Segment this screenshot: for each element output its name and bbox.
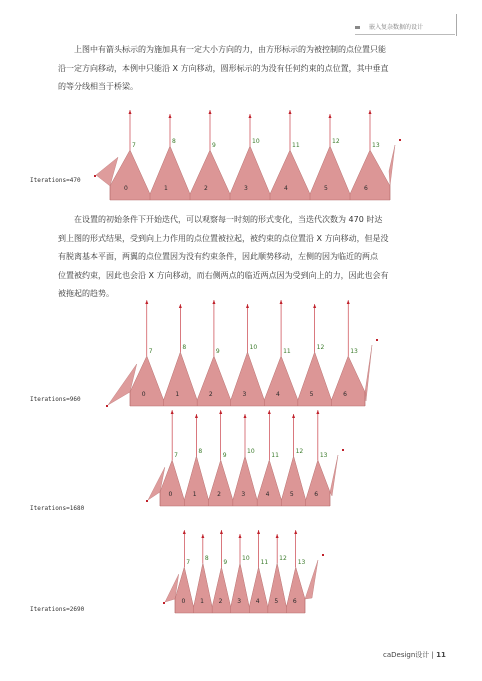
bottom-node-label: 4 [284,185,288,192]
constraint-marker [376,339,378,341]
footer-brand: caDesign设计 [383,651,430,659]
arrow-head-icon [183,530,186,534]
bottom-node-label: 1 [164,185,168,192]
right-wing-surface [330,455,338,496]
bridge-surface [160,456,330,506]
p2-line-5: 被拖起的趋势。 [58,289,114,298]
arrow-head-icon [268,410,271,414]
top-node-label: 12 [332,138,340,145]
figure-2-label: Iterations=960 [30,396,81,403]
bottom-node-label: 6 [314,491,319,498]
arrow-head-icon [316,410,319,414]
p1-line-1: 上图中有箭头标示的为施加具有一定大小方向的力，由方形标示的为被控制的点位置只能 [74,45,386,54]
top-node-label: 9 [212,142,216,149]
constraint-marker [106,405,108,407]
bridge-surface [175,563,305,613]
top-node-label: 13 [319,452,328,459]
arrow-head-icon [280,300,283,304]
bottom-node-label: 5 [324,185,328,192]
bottom-node-label: 3 [244,185,248,192]
figure-1-label: Iterations=470 [30,177,81,184]
top-node-label: 12 [279,555,287,562]
top-node-label: 11 [283,348,291,355]
footer-separator: | [431,651,434,659]
arrow-head-icon [239,534,242,538]
bottom-node-label: 0 [181,598,186,605]
arrow-head-icon [244,414,247,418]
right-wing-surface [365,345,372,401]
bottom-node-label: 4 [265,491,270,498]
figure-4-label: Iterations=2690 [30,606,85,613]
top-node-label: 11 [260,559,269,566]
top-node-label: 11 [292,142,300,149]
bottom-node-label: 5 [289,491,294,498]
arrow-head-icon [179,304,182,308]
top-node-label: 8 [182,344,187,351]
bottom-node-label: 6 [364,185,368,192]
top-node-label: 13 [350,348,358,355]
bottom-node-label: 2 [218,598,223,605]
constraint-marker [342,449,344,451]
top-node-label: 11 [271,452,279,459]
bottom-node-label: 0 [124,185,128,192]
top-node-label: 9 [222,452,227,459]
bottom-node-label: 2 [208,391,213,398]
top-node-label: 12 [295,448,304,455]
bottom-node-label: 5 [274,598,279,605]
bottom-node-label: 0 [141,391,146,398]
page-footer [383,650,446,660]
constraint-marker [399,139,401,141]
bottom-node-label: 3 [242,391,247,398]
right-wing-surface [305,560,318,599]
p1-line-3: 的等分线相当于桥梁。 [58,82,138,91]
bottom-node-label: 4 [255,598,260,605]
p1-line-2: 沿一定方向移动，本例中只能沿 X 方向移动，圆形标示的为没有任何约束的点位置，其中垂直 [58,63,389,73]
arrow-head-icon [347,300,350,304]
arrow-head-icon [246,304,249,308]
arrow-head-icon [313,304,316,308]
top-node-label: 7 [148,348,153,355]
arrow-head-icon [292,414,295,418]
arrow-head-icon [169,114,172,118]
top-node-label: 7 [132,142,136,149]
top-node-label: 10 [247,448,255,455]
bottom-node-label: 6 [343,391,348,398]
p2-line-3: 有脱离基本平面，两翼的点位置因为没有约束条件，因此顺势移动，左侧的因为临近的两点 [58,252,378,261]
bottom-node-label: 5 [309,391,314,398]
constraint-marker [94,175,96,177]
arrow-head-icon [195,414,198,418]
top-node-label: 7 [174,452,178,459]
arrow-head-icon [369,110,372,114]
arrow-head-icon [209,110,212,114]
arrow-head-icon [257,530,260,534]
constraint-marker [146,500,148,502]
bridge-surface [130,352,365,406]
arrow-head-icon [329,114,332,118]
bottom-node-label: 3 [241,491,246,498]
top-node-label: 8 [198,448,203,455]
arrow-head-icon [294,530,297,534]
bottom-node-label: 4 [276,391,280,398]
arrow-head-icon [220,530,223,534]
constraint-marker [163,602,165,604]
bottom-node-label: 0 [168,491,173,498]
figure-3-label: Iterations=1680 [30,505,85,512]
top-node-label: 8 [172,138,176,145]
bottom-node-label: 1 [192,491,197,498]
top-node-label: 10 [252,138,260,145]
top-node-label: 10 [242,555,250,562]
p2-line-2: 到上图的形式结果，受到向上力作用的点位置被拉起，被约束的点位置沿 X 方向移动，但是没 [58,233,389,243]
arrow-head-icon [249,114,252,118]
arrow-head-icon [171,410,174,414]
constraint-marker [322,554,324,556]
top-node-label: 8 [204,555,209,562]
top-node-label: 10 [249,344,258,351]
right-wing-surface [389,145,395,186]
bottom-node-label: 2 [217,491,221,498]
bottom-node-label: 3 [237,598,242,605]
top-node-label: 12 [316,344,325,351]
arrow-head-icon [145,300,148,304]
p2-line-1: 在设置的初始条件下开始迭代，可以观察每一时刻的形式变化，当迭代次数为 470 时达 [74,215,383,224]
p2-line-4: 位置被约束，因此也会沿 X 方向移动，而右侧两点的临近两点因为受到向上的力，因此也会有 [58,270,389,280]
bottom-node-label: 1 [175,391,180,398]
arrow-head-icon [289,110,292,114]
top-node-label: 13 [297,559,306,566]
bottom-node-label: 2 [204,185,208,192]
header-title: 嵌入复杂数据的设计 [369,24,424,31]
page-number: 11 [436,651,446,659]
bottom-node-label: 1 [200,598,204,605]
bottom-node-label: 6 [292,598,297,605]
bridge-surface [110,146,390,200]
arrow-head-icon [276,534,279,538]
arrow-head-icon [129,110,132,114]
top-node-label: 9 [223,559,228,566]
top-node-label: 7 [186,559,191,566]
top-node-label: 13 [372,142,380,149]
arrow-head-icon [201,534,204,538]
arrow-head-icon [219,410,222,414]
arrow-head-icon [212,300,215,304]
top-node-label: 9 [215,348,220,355]
